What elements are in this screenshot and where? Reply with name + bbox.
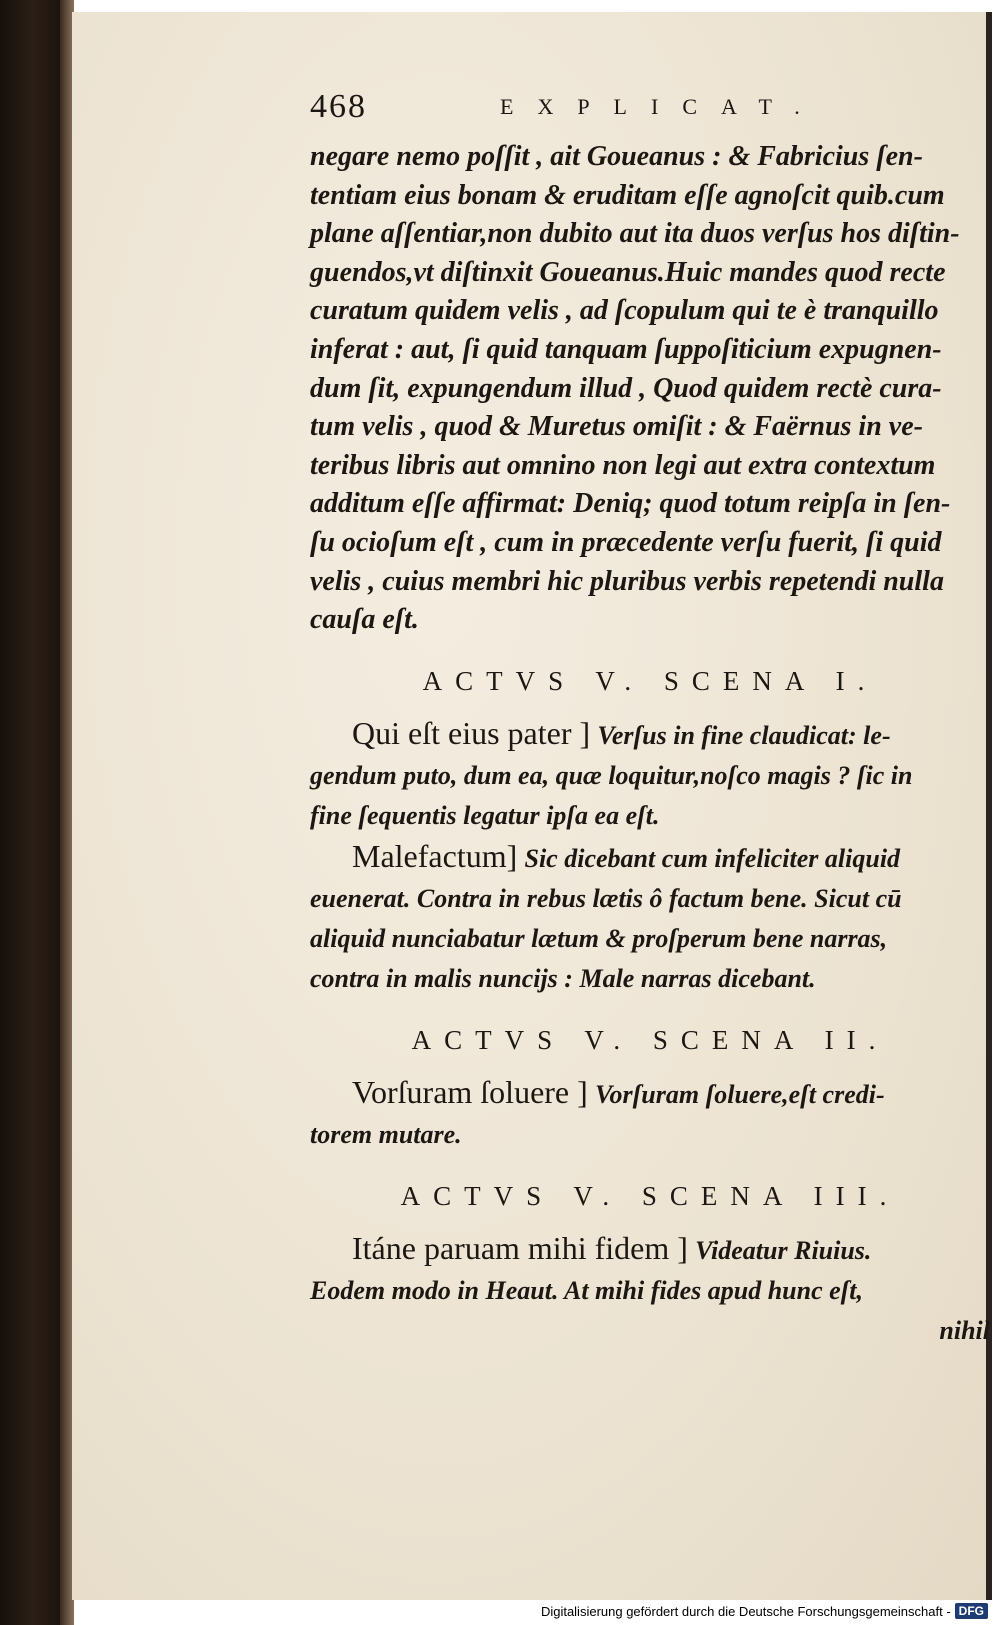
text-line: aliquid nunciabatur lætum & proſperum bene narras, <box>310 923 888 953</box>
lemma: Itáne paruam mihi fidem ] <box>352 1229 688 1266</box>
catchword: nihil <box>939 1315 990 1345</box>
text-line: ſu ocioſum eſt , cum in præcedente verſu fuerit, ſi quid <box>310 526 942 558</box>
opening-paragraph <box>310 138 990 640</box>
commentary-entry <box>310 836 990 999</box>
book-spine <box>0 0 60 1625</box>
text-line: Eodem modo in Heaut. At mihi fides apud hunc eſt, <box>310 1275 864 1305</box>
comment-text: Vorſuram ſoluere,eſt credi- <box>595 1079 885 1109</box>
text-line: plane aſſentiar,non dubito aut ita duos verſus hos diſtin- <box>310 218 960 250</box>
commentary-entry <box>310 713 990 836</box>
text-line <box>310 1228 990 1271</box>
section-heading-scena-1: ACTVS V. SCENA I. <box>422 665 878 696</box>
lemma: Vorſuram ſoluere ] <box>352 1073 588 1110</box>
text-line: negare nemo poſſit , ait Goueanus : & Fabricius ſen- <box>310 141 923 172</box>
text-line: inferat : aut, ſi quid tanquam ſuppoſiticium expugnen- <box>310 333 942 365</box>
section-heading-scena-2: ACTVS V. SCENA II. <box>411 1024 889 1055</box>
text-line: contra in malis nuncijs : Male narras dicebant. <box>310 963 816 993</box>
text-line <box>310 713 990 756</box>
comment-text: Verſus in fine claudicat: le- <box>597 720 891 750</box>
page-text-block <box>310 88 990 1351</box>
text-line: guendos,vt diſtinxit Goueanus.Huic mandes quod recte <box>310 256 946 288</box>
text-line: euenerat. Contra in rebus lætis ô factum bene. Sicut cū <box>310 883 902 913</box>
text-line: tentiam eius bonam & eruditam eſſe agnoſcit quib.cum <box>310 179 945 211</box>
text-line: velis , cuius membri hic pluribus verbis repetendi nulla <box>310 565 944 597</box>
text-line: curatum quidem velis , ad ſcopulum qui te è tranquillo <box>310 295 939 327</box>
comment-text: Videatur Riuius. <box>695 1235 872 1265</box>
text-line <box>310 1072 990 1115</box>
commentary-entry <box>310 1072 990 1155</box>
text-line: torem mutare. <box>310 1119 462 1149</box>
text-line: teribus libris aut omnino non legi aut extra contextum <box>310 449 936 481</box>
lemma: Qui eſt eius pater ] <box>352 714 591 751</box>
digitization-credit <box>541 1603 988 1619</box>
commentary-entry <box>310 1228 990 1351</box>
dfg-logo: DFG <box>955 1603 988 1619</box>
page-number: 468 <box>310 88 367 125</box>
lemma: Malefactum] <box>352 837 518 874</box>
text-line: cauſa eſt. <box>310 604 419 636</box>
text-line <box>310 836 990 879</box>
text-line: dum ſit, expungendum illud , Quod quidem rectè cura- <box>310 372 942 404</box>
comment-text: Sic dicebant cum infeliciter aliquid <box>524 843 901 873</box>
running-title: EXPLICAT. <box>500 94 824 119</box>
text-line: gendum puto, dum ea, quæ loquitur,noſco magis ? ſic in <box>310 760 913 790</box>
text-line: tum velis , quod & Muretus omiſit : & Faërnus in ve- <box>310 411 923 443</box>
running-head <box>310 88 990 138</box>
section-heading-scena-3: ACTVS V. SCENA III. <box>400 1180 900 1211</box>
book-page <box>72 12 992 1600</box>
text-line: additum eſſe affirmat: Deniq; quod totum reipſa in ſen- <box>310 488 951 520</box>
credit-text: Digitalisierung gefördert durch die Deutsche Forschungsgemeinschaft - <box>540 1603 951 1619</box>
text-line: fine ſequentis legatur ipſa ea eſt. <box>310 800 660 830</box>
